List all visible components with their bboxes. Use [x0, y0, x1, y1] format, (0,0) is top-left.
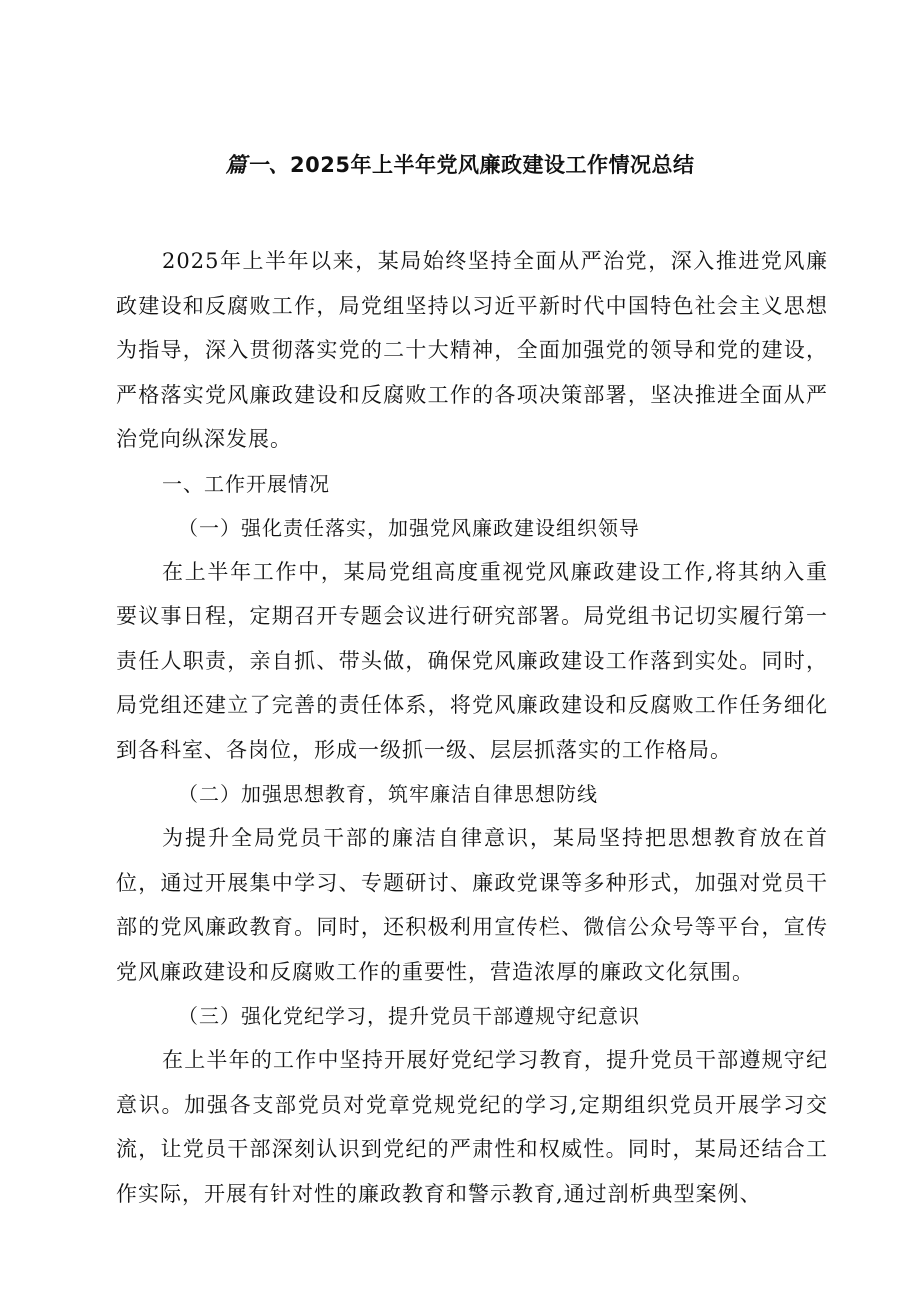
document-body: [116, 239, 828, 1216]
subsection-heading-3: （三）强化党纪学习，提升党员干部遵规守纪意识: [178, 1004, 640, 1028]
subsection-paragraph-2: 为提升全局党员干部的廉洁自律意识，某局坚持把思想教育放在首位，通过开展集中学习、专题研讨、廉政党课等多种形式，加强对党员干部的党风廉政教育。同时，还积极利用宣传栏、微信公众号等平台，宣传党风廉政建设和反腐败工作的重要性，营造浓厚的廉政文化氛围。: [116, 826, 828, 984]
subsection-heading-1: （一）强化责任落实，加强党风廉政建设组织领导: [178, 515, 640, 540]
subsection-heading-2: （二）加强思想教育，筑牢廉洁自律思想防线: [178, 782, 598, 806]
section-heading-work-progress: 一、工作开展情况: [162, 471, 330, 496]
title-text: 2025年上半年党风廉政建设工作情况总结: [290, 153, 695, 177]
subsection-paragraph-3: 在上半年的工作中坚持开展好党纪学习教育，提升党员干部遵规守纪意识。加强各支部党员对党章党规党纪的学习,定期组织党员开展学习交流，让党员干部深刻认识到党纪的严肃性和权威性。同时，某局还结合工作实际，开展有针对性的廉政教育和警示教育,通过剖析典型案例、: [116, 1048, 828, 1206]
subsection-paragraph-1: 在上半年工作中，某局党组高度重视党风廉政建设工作,将其纳入重要议事日程，定期召开专题会议进行研究部署。局党组书记切实履行第一责任人职责，亲自抓、带头做，确保党风廉政建设工作落到实处。同时，局党组还建立了完善的责任体系，将党风廉政建设和反腐败工作任务细化到各科室、各岗位，形成一级抓一级、层层抓落实的工作格局。: [116, 559, 828, 762]
intro-paragraph: 2025年上半年以来，某局始终坚持全面从严治党，深入推进党风廉政建设和反腐败工作，局党组坚持以习近平新时代中国特色社会主义思想为指导，深入贯彻落实党的二十大精神，全面加强党的领导和党的建设，严格落实党风廉政建设和反腐败工作的各项决策部署，坚决推进全面从严治党向纵深发展。: [116, 249, 828, 451]
title-prefix: 篇一、: [225, 153, 291, 177]
document-title: [0, 150, 920, 180]
